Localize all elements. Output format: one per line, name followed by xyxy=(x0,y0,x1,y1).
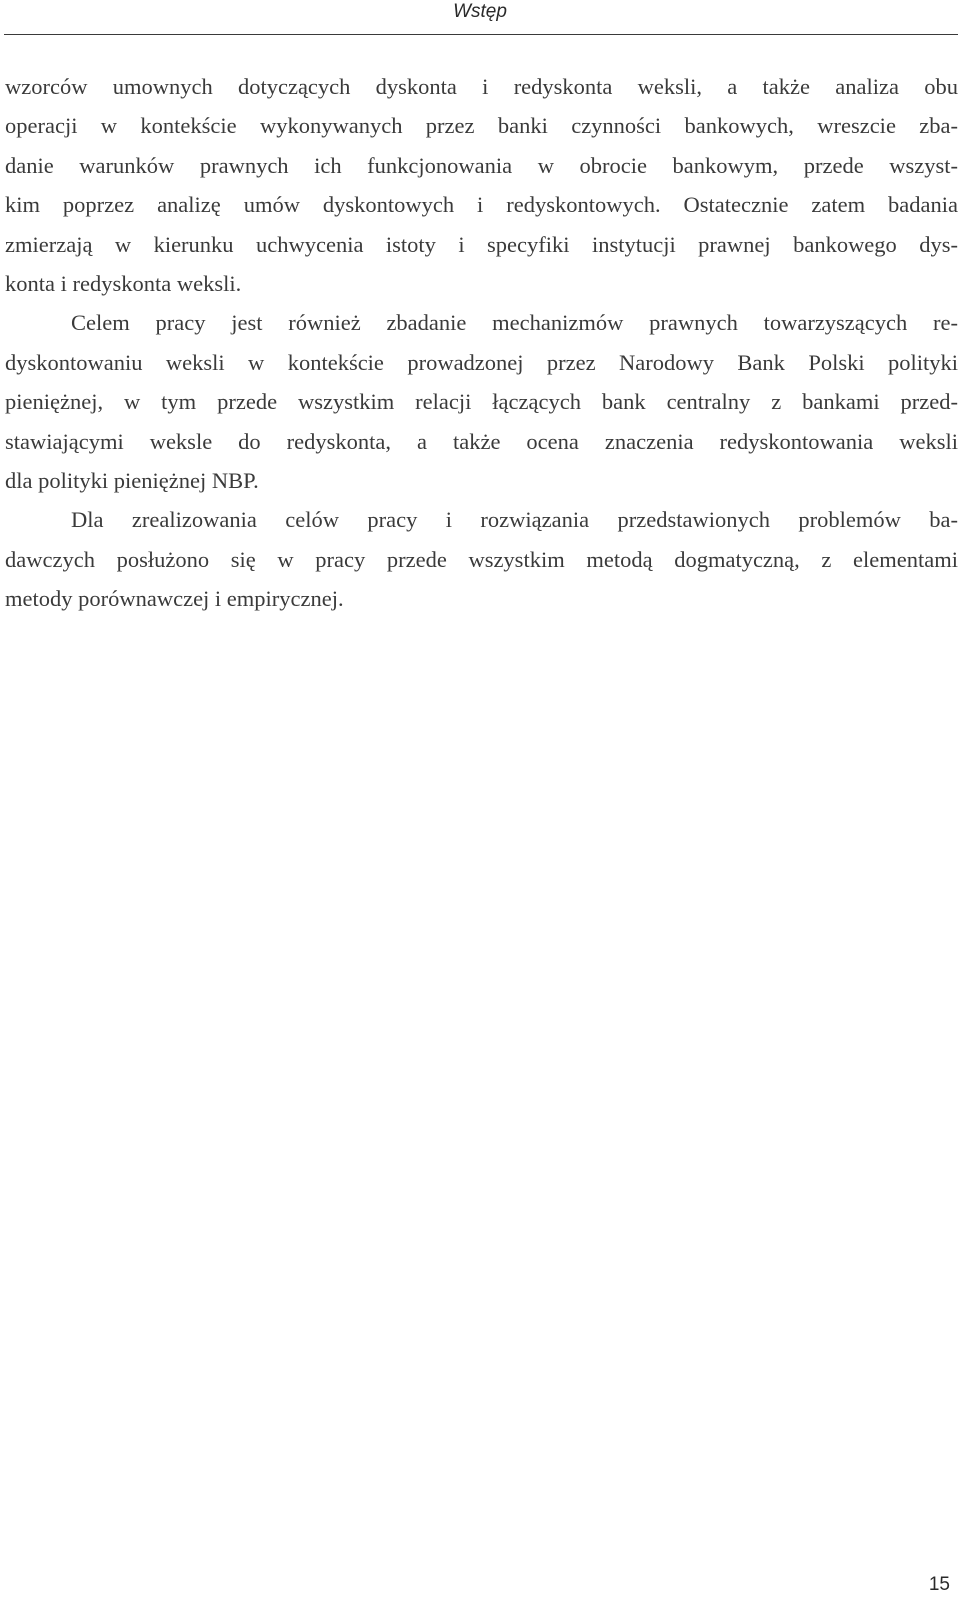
text-line: dyskontowaniu weksli w kontekście prowadzonej przez Narodowy Bank Polski polityki xyxy=(5,349,958,375)
text-line: wzorców umownych dotyczących dyskonta i redyskonta weksli, a także analiza obu xyxy=(5,74,958,99)
paragraph-1 xyxy=(5,67,958,303)
text-line: danie warunków prawnych ich funkcjonowania w obrocie bankowym, przede wszyst- xyxy=(5,152,958,178)
running-title: Wstęp xyxy=(453,1,507,22)
text-line: zmierzają w kierunku uchwycenia istoty i specyfiki instytucji prawnej bankowego dys- xyxy=(5,231,958,257)
body-text xyxy=(5,67,958,619)
text-line: konta i redyskonta weksli. xyxy=(5,271,242,297)
text-line: Dla zrealizowania celów pracy i rozwiązania przedstawionych problemów ba- xyxy=(71,507,958,533)
paragraph-3 xyxy=(5,500,958,618)
text-line: dla polityki pieniężnej NBP. xyxy=(5,468,259,494)
paragraph-2 xyxy=(5,303,958,500)
page-number: 15 xyxy=(928,1574,950,1595)
text-line: Celem pracy jest również zbadanie mechanizmów prawnych towarzyszących re- xyxy=(71,310,958,336)
header-rule xyxy=(4,34,958,35)
text-line: stawiającymi weksle do redyskonta, a także ocena znaczenia redyskontowania weksli xyxy=(5,428,958,454)
text-line: dawczych posłużono się w pracy przede wszystkim metodą dogmatyczną, z elementami xyxy=(5,546,958,572)
text-line: operacji w kontekście wykonywanych przez banki czynności bankowych, wreszcie zba- xyxy=(5,113,958,139)
running-header xyxy=(0,0,960,36)
text-line: kim poprzez analizę umów dyskontowych i redyskontowych. Ostatecznie zatem badania xyxy=(5,192,958,218)
text-line: metody porównawczej i empirycznej. xyxy=(5,586,344,612)
text-line: pieniężnej, w tym przede wszystkim relacji łączących bank centralny z bankami przed- xyxy=(5,389,958,415)
